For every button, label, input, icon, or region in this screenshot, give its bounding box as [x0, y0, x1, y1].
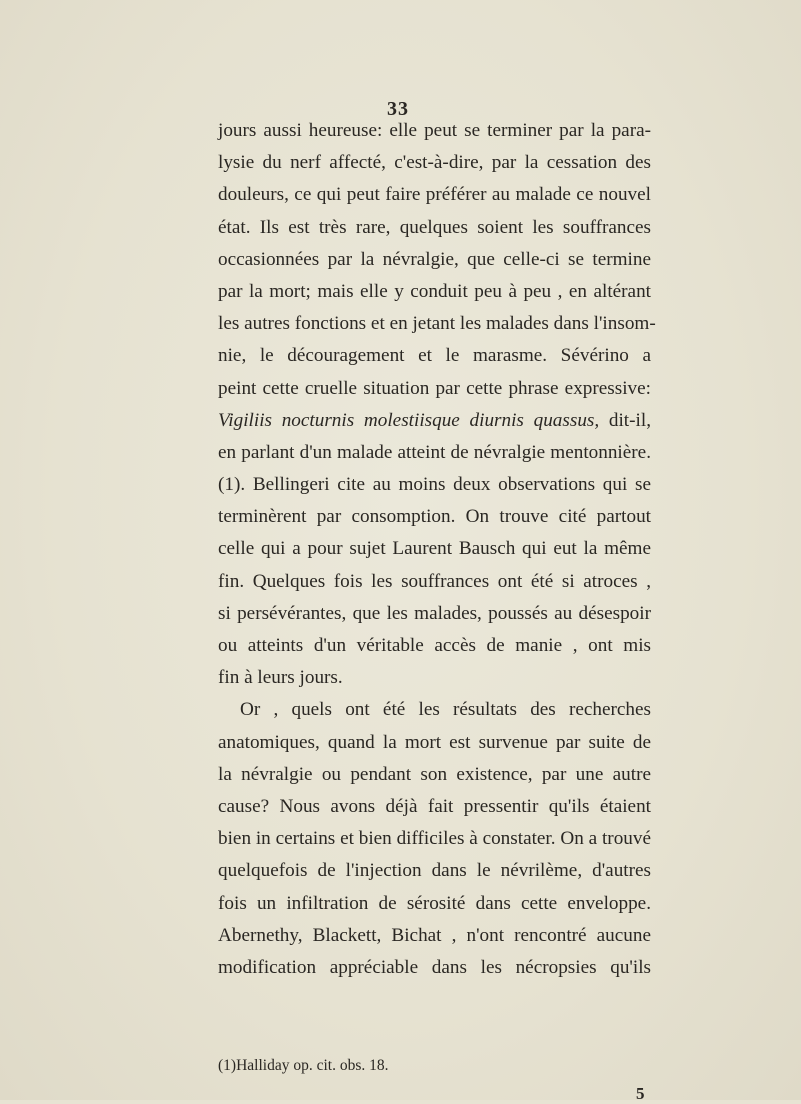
text-line: fin à leurs jours.: [218, 667, 343, 689]
text-line: jours aussi heureuse: elle peut se terminer par la para-: [218, 120, 651, 141]
text-line: par la mort; mais elle y conduit peu à peu , en altérant: [218, 280, 651, 302]
text-line: peint cette cruelle situation par cette phrase expressive:: [218, 377, 651, 399]
text-line: bien in certains et bien difficiles à constater. On a trouvé: [218, 828, 651, 850]
latin-quote-attribution: dit-il,: [599, 409, 651, 431]
text-line: quelquefois de l'injection dans le névrilème, d'autres: [218, 860, 651, 882]
latin-quote-line: [218, 405, 651, 437]
text-line: Abernethy, Blackett, Bichat , n'ont rencontré aucune: [218, 924, 651, 946]
text-line: la névralgie ou pendant son existence, par une autre: [218, 763, 651, 785]
latin-quote: Vigiliis nocturnis molestiisque diurnis quassus,: [218, 409, 600, 431]
text-line: les autres fonctions et en jetant les malades dans l'insom-: [218, 313, 656, 335]
text-line: en parlant d'un malade atteint de névralgie mentonnière.: [218, 441, 651, 463]
text-line: modification appréciable dans les nécropsies qu'ils: [218, 956, 651, 978]
text-line: si persévérantes, que les malades, poussés au désespoir: [218, 602, 651, 624]
text-line: terminèrent par consomption. On trouve cité partout: [218, 506, 651, 528]
footnote: (1)Halliday op. cit. obs. 18.: [218, 1057, 389, 1074]
text-line: cause? Nous avons déjà fait pressentir qu'ils étaient: [218, 795, 651, 817]
text-line: Or , quels ont été les résultats des recherches: [240, 699, 651, 721]
text-line: nie, le découragement et le marasme. Sévérino a: [218, 345, 651, 367]
text-line: lysie du nerf affecté, c'est-à-dire, par la cessation des: [218, 152, 651, 174]
body-text: [218, 115, 656, 984]
text-line: (1). Bellingeri cite au moins deux observations qui se: [218, 474, 651, 496]
text-line: ou atteints d'un véritable accès de manie , ont mis: [218, 635, 651, 656]
text-line: état. Ils est très rare, quelques soient les souffrances: [218, 216, 651, 238]
signature-mark: 5: [636, 1084, 645, 1103]
text-line: occasionnées par la névralgie, que celle-ci se termine: [218, 248, 651, 270]
page-number: 33: [387, 98, 409, 120]
text-line: fois un infiltration de sérosité dans cette enveloppe.: [218, 892, 651, 914]
text-line: douleurs, ce qui peut faire préférer au malade ce nouvel: [218, 184, 651, 206]
text-line: anatomiques, quand la mort est survenue par suite de: [218, 731, 651, 753]
text-line: fin. Quelques fois les souffrances ont été si atroces ,: [218, 570, 651, 592]
text-line: celle qui a pour sujet Laurent Bausch qui eut la même: [218, 538, 651, 560]
